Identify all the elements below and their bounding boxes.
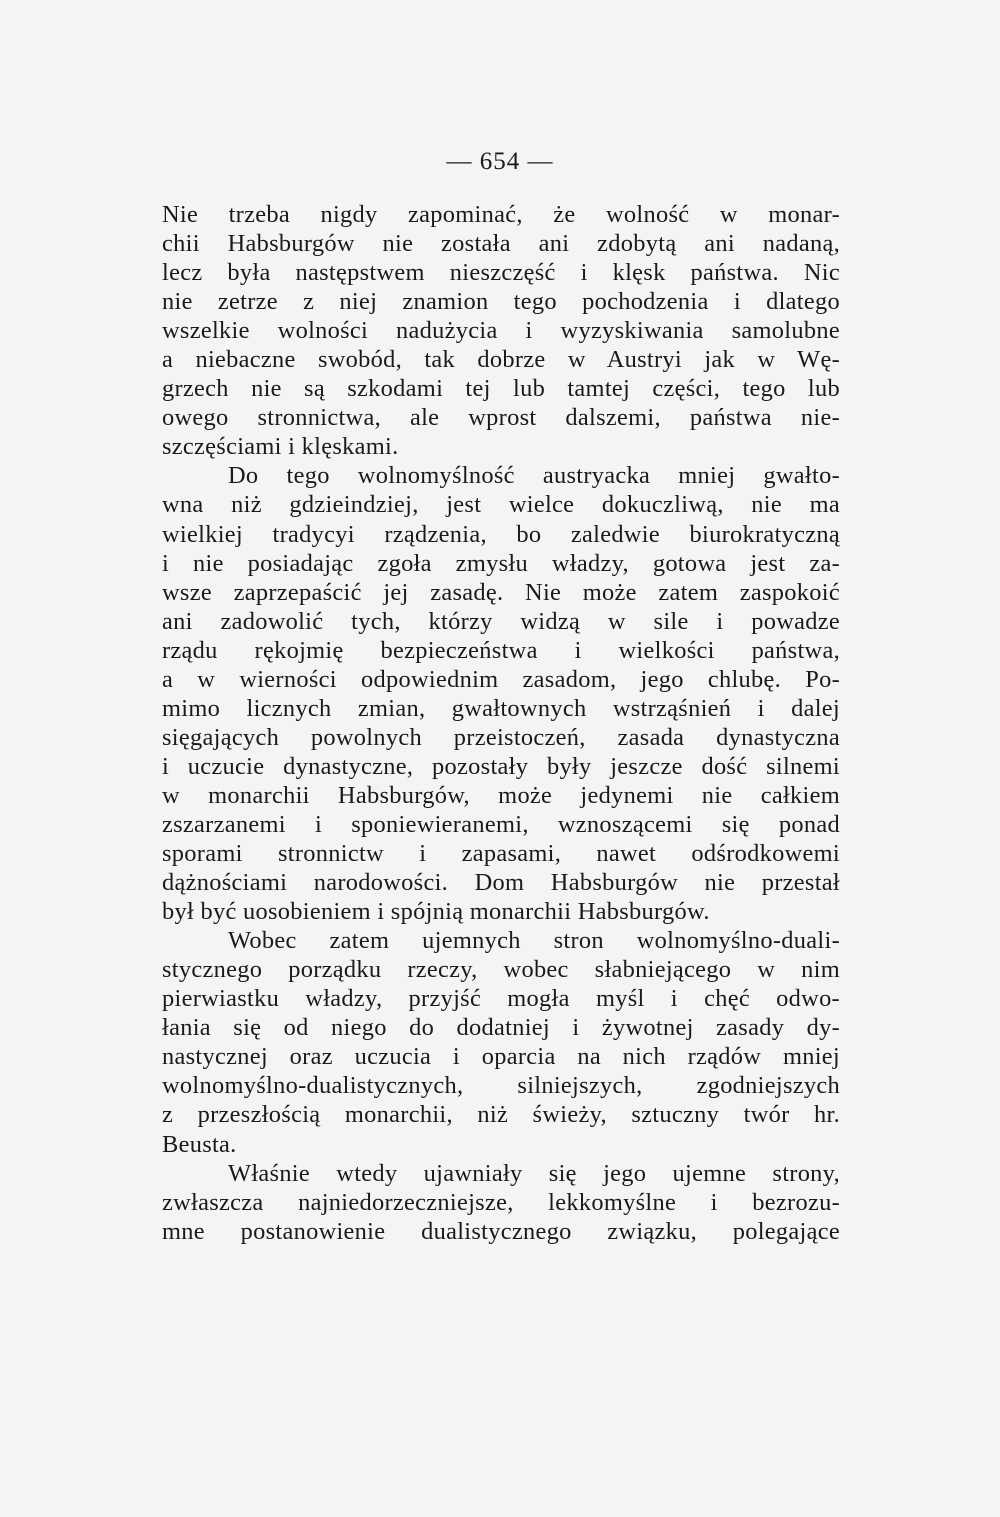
text-line: grzech nie są szkodami tej lub tamtej części, tego lub: [162, 375, 840, 403]
text-line: lecz była następstwem nieszczęść i klęsk państwa. Nic: [162, 259, 840, 287]
text-line: sporami stronnictw i zapasami, nawet odśrodkowemi: [162, 840, 840, 868]
text-line: wielkiej tradycyi rządzenia, bo zaledwie biurokratyczną: [162, 520, 840, 548]
text-line: w monarchii Habsburgów, może jedynemi nie całkiem: [162, 781, 840, 809]
text-line: Beusta.: [162, 1130, 237, 1158]
text-line: wszelkie wolności nadużycia i wyzyskiwania samolubne: [162, 317, 840, 345]
text-line: z przeszłością monarchii, niż świeży, sztuczny twór hr.: [162, 1101, 840, 1129]
text-line: rządu rękojmię bezpieczeństwa i wielkości państwa,: [162, 636, 840, 664]
text-line: wsze zaprzepaścić jej zasadę. Nie może zatem zaspokoić: [162, 578, 840, 606]
text-line: a niebaczne swobód, tak dobrze w Austryi jak w Wę-: [162, 346, 840, 374]
text-line: dążnościami narodowości. Dom Habsburgów nie przestał: [162, 869, 840, 897]
text-line: Nie trzeba nigdy zapominać, że wolność w monar-: [162, 201, 840, 228]
text-line: Właśnie wtedy ujawniały się jego ujemne strony,: [228, 1159, 840, 1187]
text-line: był być uosobieniem i spójnią monarchii Habsburgów.: [162, 898, 710, 926]
page-number: — 654 —: [446, 148, 554, 175]
text-line: mimo licznych zmian, gwałtownych wstrząśnień i dalej: [162, 694, 840, 722]
text-line: mne postanowienie dualistycznego związku, polegające: [162, 1217, 840, 1245]
text-line: i uczucie dynastyczne, pozostały były jeszcze dość silnemi: [162, 752, 840, 780]
text-line: zszarzanemi i sponiewieranemi, wznoszącemi się ponad: [162, 810, 840, 838]
text-line: nastycznej oraz uczucia i oparcia na nich rządów mniej: [162, 1043, 840, 1071]
text-line: wna niż gdzieindziej, jest wielce dokuczliwą, nie ma: [162, 491, 840, 519]
body-text: [162, 200, 840, 1246]
text-line: szczęściami i klęskami.: [162, 433, 399, 461]
text-line: Wobec zatem ujemnych stron wolnomyślno-duali-: [228, 927, 840, 955]
text-line: nie zetrze z niej znamion tego pochodzenia i dlatego: [162, 288, 840, 316]
text-line: sięgających powolnych przeistoczeń, zasada dynastyczna: [162, 723, 840, 751]
text-line: i nie posiadając zgoła zmysłu władzy, gotowa jest za-: [162, 549, 840, 577]
text-line: łania się od niego do dodatniej i żywotnej zasady dy-: [162, 1014, 840, 1042]
text-line: a w wierności odpowiednim zasadom, jego chlubę. Po-: [162, 665, 840, 693]
text-line: wolnomyślno-dualistycznych, silniejszych, zgodniejszych: [162, 1072, 840, 1100]
text-line: stycznego porządku rzeczy, wobec słabniejącego w nim: [162, 956, 840, 984]
text-line: owego stronnictwa, ale wprost dalszemi, państwa nie-: [162, 404, 840, 432]
text-line: pierwiastku władzy, przyjść mogła myśl i chęć odwo-: [162, 985, 840, 1013]
text-line: chii Habsburgów nie została ani zdobytą ani nadaną,: [162, 230, 840, 258]
text-line: zwłaszcza najniedorzeczniejsze, lekkomyślne i bezrozu-: [162, 1188, 840, 1216]
text-line: ani zadowolić tych, którzy widzą w sile i powadze: [162, 607, 840, 635]
text-line: Do tego wolnomyślność austryacka mniej gwałto-: [228, 462, 840, 490]
